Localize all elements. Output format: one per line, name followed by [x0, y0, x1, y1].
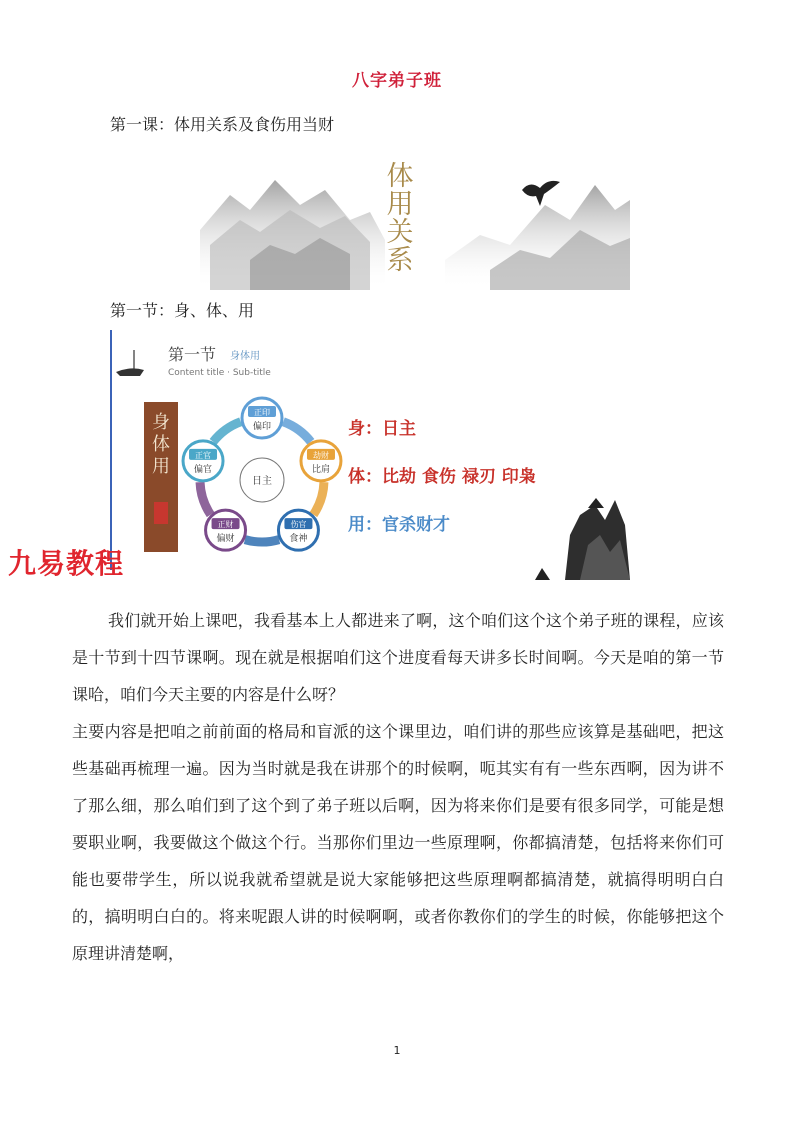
document-title: 八字弟子班: [352, 71, 442, 91]
wheel-arrow: [313, 482, 324, 514]
seal-icon: [154, 502, 168, 524]
wheel-node-bottom-label: 偏官: [194, 464, 213, 475]
right-mountains: [445, 185, 630, 290]
wheel-node-bottom-label: 食神: [289, 534, 308, 545]
banner-vertical-title: [387, 161, 414, 276]
ink-landscape-banner: [200, 150, 630, 290]
swallow-icon: [522, 181, 560, 206]
side-label-char: 体: [152, 434, 170, 455]
wheel-node-top-label: 正印: [254, 408, 270, 417]
banner-char: 用: [386, 189, 414, 220]
paragraph-1: 我们就开始上课吧，我看基本上人都进来了啊，这个咱们这个这个弟子班的课程，应该是十节到十四节课啊。现在就是根据咱们这个进度看每天讲多长时间啊。今天是咱的第一节课哈，咱们今天主要的内容是什么呀？: [72, 611, 724, 704]
wheel-node-bottom-label: 偏财: [216, 534, 235, 545]
ink-mountain-decoration: [535, 498, 630, 580]
boat-icon: [116, 368, 144, 376]
wheel-node-top-label: 劫财: [312, 450, 329, 460]
side-label-char: 身: [152, 412, 170, 433]
slide-header-en: Content title · Sub-title: [168, 368, 271, 378]
wheel-arrow: [213, 422, 241, 442]
wheel-arrow: [245, 540, 279, 542]
banner-char: 关: [386, 217, 414, 248]
slide-header: [116, 345, 271, 378]
side-label-column: [144, 402, 178, 552]
section-heading: 第一节：身、体、用: [110, 301, 255, 320]
wheel-node-bottom-label: 比肩: [311, 464, 330, 475]
line-yong: 用：官杀财才: [348, 515, 450, 535]
paragraph-2: 主要内容是把咱之前前面的格局和盲派的这个课里边，咱们讲的那些应该算是基础吧，把这些基础再梳理一遍。因为当时就是我在讲那个的时候啊，呃其实有有一些东西啊，因为讲不了那么细，那么咱们到了这个到了弟子班以后啊，因为将来你们是要有很多同学，可能是想要职业啊，我要做这个做这个行。当那你们里边一些原理啊，你都搞清楚，包括将来你们可能也要带学生，所以说我就希望就是说大家能够把这些原理啊都搞清楚，就搞得明明白白的，搞明明白白的。将来呢跟人讲的时候啊啊，或者你教你们的学生的时候，你能够把这个原理讲清楚啊，: [72, 722, 724, 963]
wheel-center-label: 日主: [252, 476, 272, 487]
pagoda-icon: [588, 498, 604, 508]
slide-header-title: 第一节: [168, 345, 217, 364]
wheel-arrow: [200, 482, 211, 514]
line-ti: 体：比劫 食伤 禄刃 印枭: [348, 467, 536, 487]
wheel-node-top-label: 伤官: [290, 520, 307, 530]
wheel-node-top-label: 正官: [195, 450, 212, 460]
line-shen: 身：日主: [348, 419, 416, 439]
watermark: 九易教程: [8, 547, 125, 580]
slide-header-subtitle: 身体用: [230, 351, 260, 362]
lesson-heading: 第一课：体用关系及食伤用当财: [110, 115, 335, 134]
left-mountains: [200, 180, 385, 290]
side-label-char: 用: [152, 456, 170, 477]
wheel-node: [242, 398, 282, 438]
slide-text-lines: [348, 418, 536, 535]
banner-char: 体: [386, 161, 414, 192]
wheel-node-bottom-label: 偏印: [252, 422, 272, 432]
course-slide: [110, 330, 630, 580]
wheel-arrow: [283, 422, 311, 442]
page-number: 1: [393, 1044, 401, 1057]
wheel-node-top-label: 正财: [217, 520, 234, 530]
banner-char: 系: [386, 245, 414, 276]
